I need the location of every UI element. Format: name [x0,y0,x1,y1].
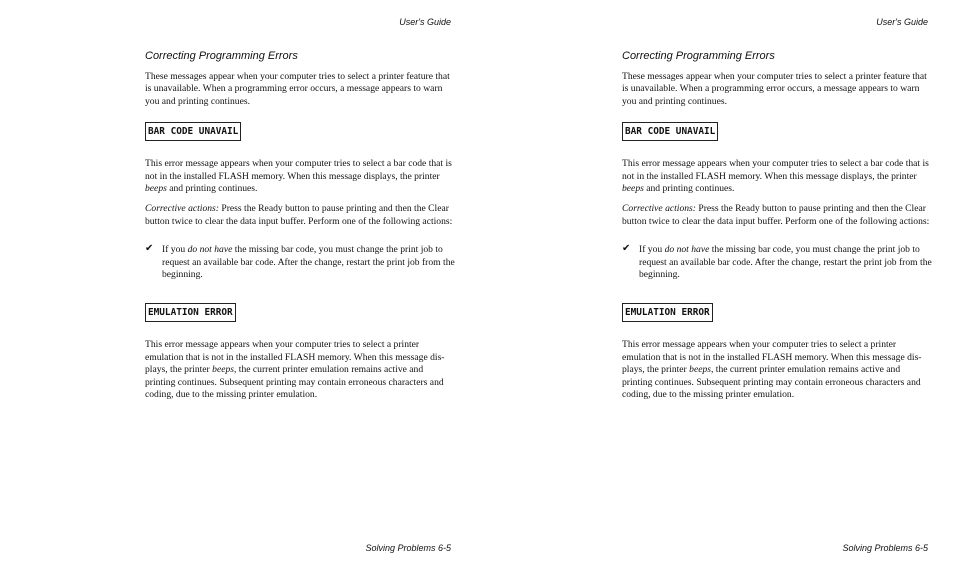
error-description [622,339,932,401]
emphasis-beeps: beeps [145,183,167,195]
corrective-actions-label: Corrective actions: [145,203,219,215]
emphasis-do-not-have: do not have [664,244,710,256]
check-list-item [622,244,932,281]
page-content [622,49,932,402]
right-page [477,0,954,580]
check-item-text: the missing bar code, you must change the print job to request an available bar code. After the change, restart the print job from the beginning. [162,244,455,281]
running-header: User's Guide [876,17,928,27]
corrective-actions [622,203,932,228]
error-description-text: and printing continues. [643,183,735,195]
corrective-actions-label: Corrective actions: [622,203,696,215]
emphasis-beeps: beeps [212,364,234,376]
error-description-text: , the current printer emulation remains active and printing continues. Subsequent printing may contain erroneous characters and coding, due to the missing printer emulation. [622,364,921,401]
check-item-text: the missing bar code, you must change the print job to request an available bar code. After the change, restart the print job from the beginning. [639,244,932,281]
error-description [145,158,455,195]
running-footer: Solving Problems 6-5 [842,543,928,553]
section-title: Correcting Programming Errors [145,50,298,62]
error-message-box-emulation: EMULATION ERROR [622,303,713,322]
emphasis-beeps: beeps [622,183,644,195]
error-description-text: This error message appears when your computer tries to select a printer emulation that is not in the installed FLASH memory. When this message dis-plays, the printer [622,339,922,376]
error-description-text: , the current printer emulation remains active and printing continues. Subsequent printing may contain erroneous characters and coding, due to the missing printer emulation. [145,364,444,401]
corrective-actions-text: Press the Ready button to pause printing and then the Clear button twice to clear the data input buffer. Perform one of the following actions: [622,203,930,227]
intro-paragraph: These messages appear when your computer tries to select a printer feature that is unavailable. When a programming error occurs, a message appears to warn you and printing continues. [622,71,927,107]
page-content [145,49,455,402]
checkmark-icon: ✔ [145,243,154,255]
emphasis-beeps: beeps [689,364,711,376]
error-description-text: This error message appears when your computer tries to select a bar code that is not in the installed FLASH memory. When this message displays, the printer [622,158,929,182]
running-header: User's Guide [399,17,451,27]
running-footer: Solving Problems 6-5 [365,543,451,553]
error-message-box-bar-code: BAR CODE UNAVAIL [145,122,241,141]
error-description [622,158,932,195]
corrective-actions-text: Press the Ready button to pause printing and then the Clear button twice to clear the data input buffer. Perform one of the following actions: [145,203,453,227]
corrective-actions [145,203,455,228]
check-item-text: If you [162,244,188,256]
error-description-text: This error message appears when your computer tries to select a printer emulation that is not in the installed FLASH memory. When this message dis-plays, the printer [145,339,445,376]
checkmark-icon: ✔ [622,243,631,255]
error-message-box-bar-code: BAR CODE UNAVAIL [622,122,718,141]
emphasis-do-not-have: do not have [187,244,233,256]
error-description-text: This error message appears when your computer tries to select a bar code that is not in the installed FLASH memory. When this message displays, the printer [145,158,452,182]
error-description-text: and printing continues. [166,183,258,195]
error-message-box-emulation: EMULATION ERROR [145,303,236,322]
intro-paragraph: These messages appear when your computer tries to select a printer feature that is unavailable. When a programming error occurs, a message appears to warn you and printing continues. [145,71,450,107]
error-description [145,339,455,401]
check-list-item [145,244,455,281]
check-item-text: If you [639,244,665,256]
section-title: Correcting Programming Errors [622,50,775,62]
